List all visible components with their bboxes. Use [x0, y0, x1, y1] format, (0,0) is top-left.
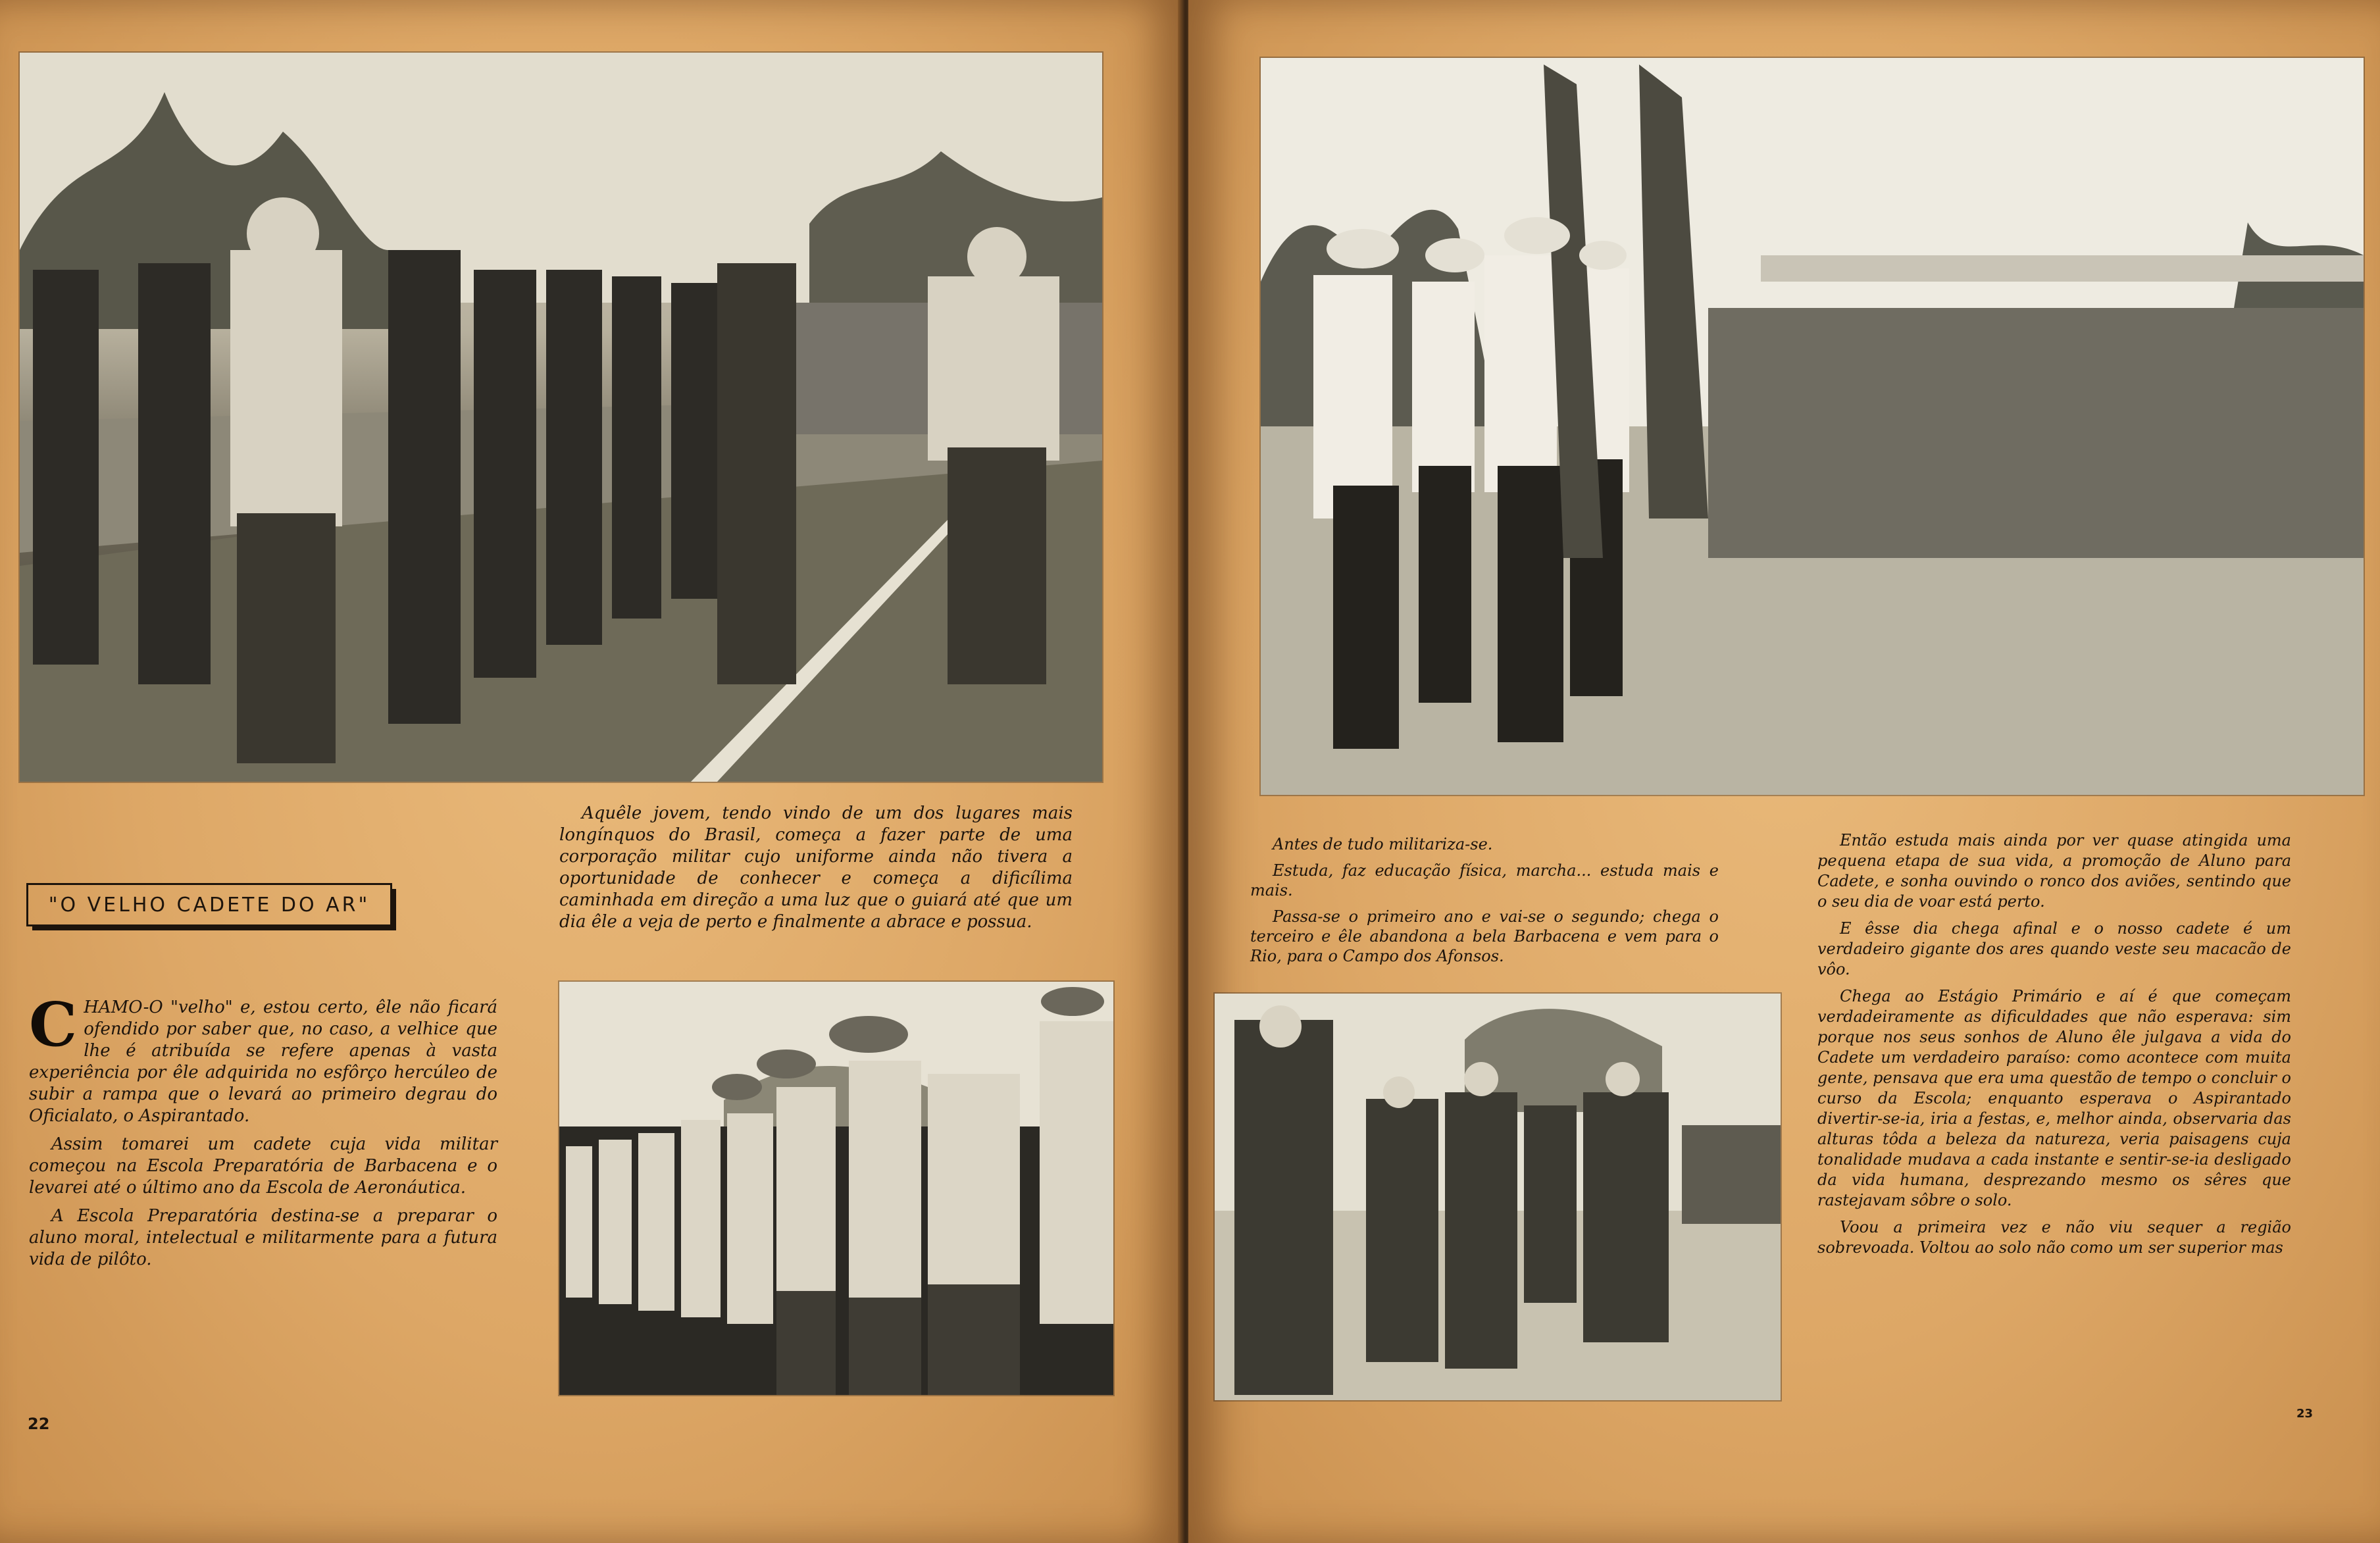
body-paragraph: Voou a primeira vez e não viu sequer a região sobrevoada. Voltou ao solo não como um ser superior mas [1817, 1218, 2291, 1257]
intro-paragraph [559, 803, 1073, 940]
officers-march-photo [1215, 994, 1781, 1400]
page-number-right: 23 [2296, 1407, 2314, 1421]
intro-text: Aquêle jovem, tendo vindo de um dos lugares mais longínquos do Brasil, começa a fazer parte de uma corporação militar cujo uniforme ainda não tivera a oportunidade de conhecer e começa a dificílima caminhada em direção a uma luz que o guiará até que um dia êle a veja de perto e finalmente a abrace e possua. [559, 803, 1073, 932]
body-paragraph: E êsse dia chega afinal e o nosso cadete é um verdadeiro gigante dos ares quando veste seu macacão de vôo. [1817, 919, 2291, 978]
body-paragraph: Assim tomarei um cadete cuja vida militar começou na Escola Preparatória de Barbacena e o levarei até o último ano da Escola de Aeronáutica. [29, 1134, 497, 1198]
main-text-column [29, 989, 497, 1277]
left-page [0, 0, 1183, 1543]
lead-paragraph-text: HAMO-O "velho" e, estou certo, êle não ficará ofendido por saber que, no caso, a velhice que lhe é atribuída se refere apenas à vasta experiência por êle adquirida no esfôrço hercúleo de subir a rampa que o levará ao primeiro degrau do Oficialato, o Aspirantado. [29, 998, 497, 1126]
body-paragraph: Antes de tudo militariza-se. [1273, 835, 1493, 853]
body-paragraph: Então estuda mais ainda por ver quase atingida uma pequena etapa de sua vida, a promoção de Aluno para Cadete, e sonha ouvindo o ronco dos aviões, sentindo que o seu dia de voar está perto. [1817, 831, 2291, 911]
flag-parade-photo [1261, 58, 2364, 795]
lead-paragraph [29, 989, 497, 1127]
right-column-a [1250, 834, 1719, 973]
right-column-b [1817, 830, 2291, 1265]
inspection-photo [20, 53, 1102, 782]
body-paragraph: A Escola Preparatória destina-se a preparar o aluno moral, intelectual e militarmente para a futura vida de pilôto. [29, 1206, 497, 1269]
body-paragraph: Estuda, faz educação física, marcha... estuda mais e mais. [1250, 861, 1719, 899]
body-paragraph: Passa-se o primeiro ano e vai-se o segundo; chega o terceiro e êle abandona a bela Barbacena e vem para o Rio, para o Campo dos Afonsos. [1250, 907, 1719, 965]
drop-cap: C [29, 989, 78, 1060]
cadets-line-photo [559, 982, 1113, 1395]
body-paragraph: Chega ao Estágio Primário e aí é que começam verdadeiramente as dificuldades que não esperava: sim porque nos seus sonhos de Aluno êle julgava a vida do Cadete um verdadeiro paraíso: como acontece com muita gente, pensava que era uma questão de tempo o concluir o curso da Escola; enquanto esperava o Aspirantado divertir-se-ia, iria a festas, e, melhor ainda, observaria das alturas tôda a beleza da natureza, veria paisagens cuja tonalidade mudava a cada instante e sentir-se-ia desligado da vida humana, desprezando mesmo os sêres que rastejavam sôbre o solo. [1817, 987, 2291, 1209]
article-title-text: "O VELHO CADETE DO AR" [48, 893, 370, 917]
article-title [26, 883, 392, 926]
right-page [1188, 0, 2380, 1543]
page-number-left: 22 [28, 1415, 50, 1433]
